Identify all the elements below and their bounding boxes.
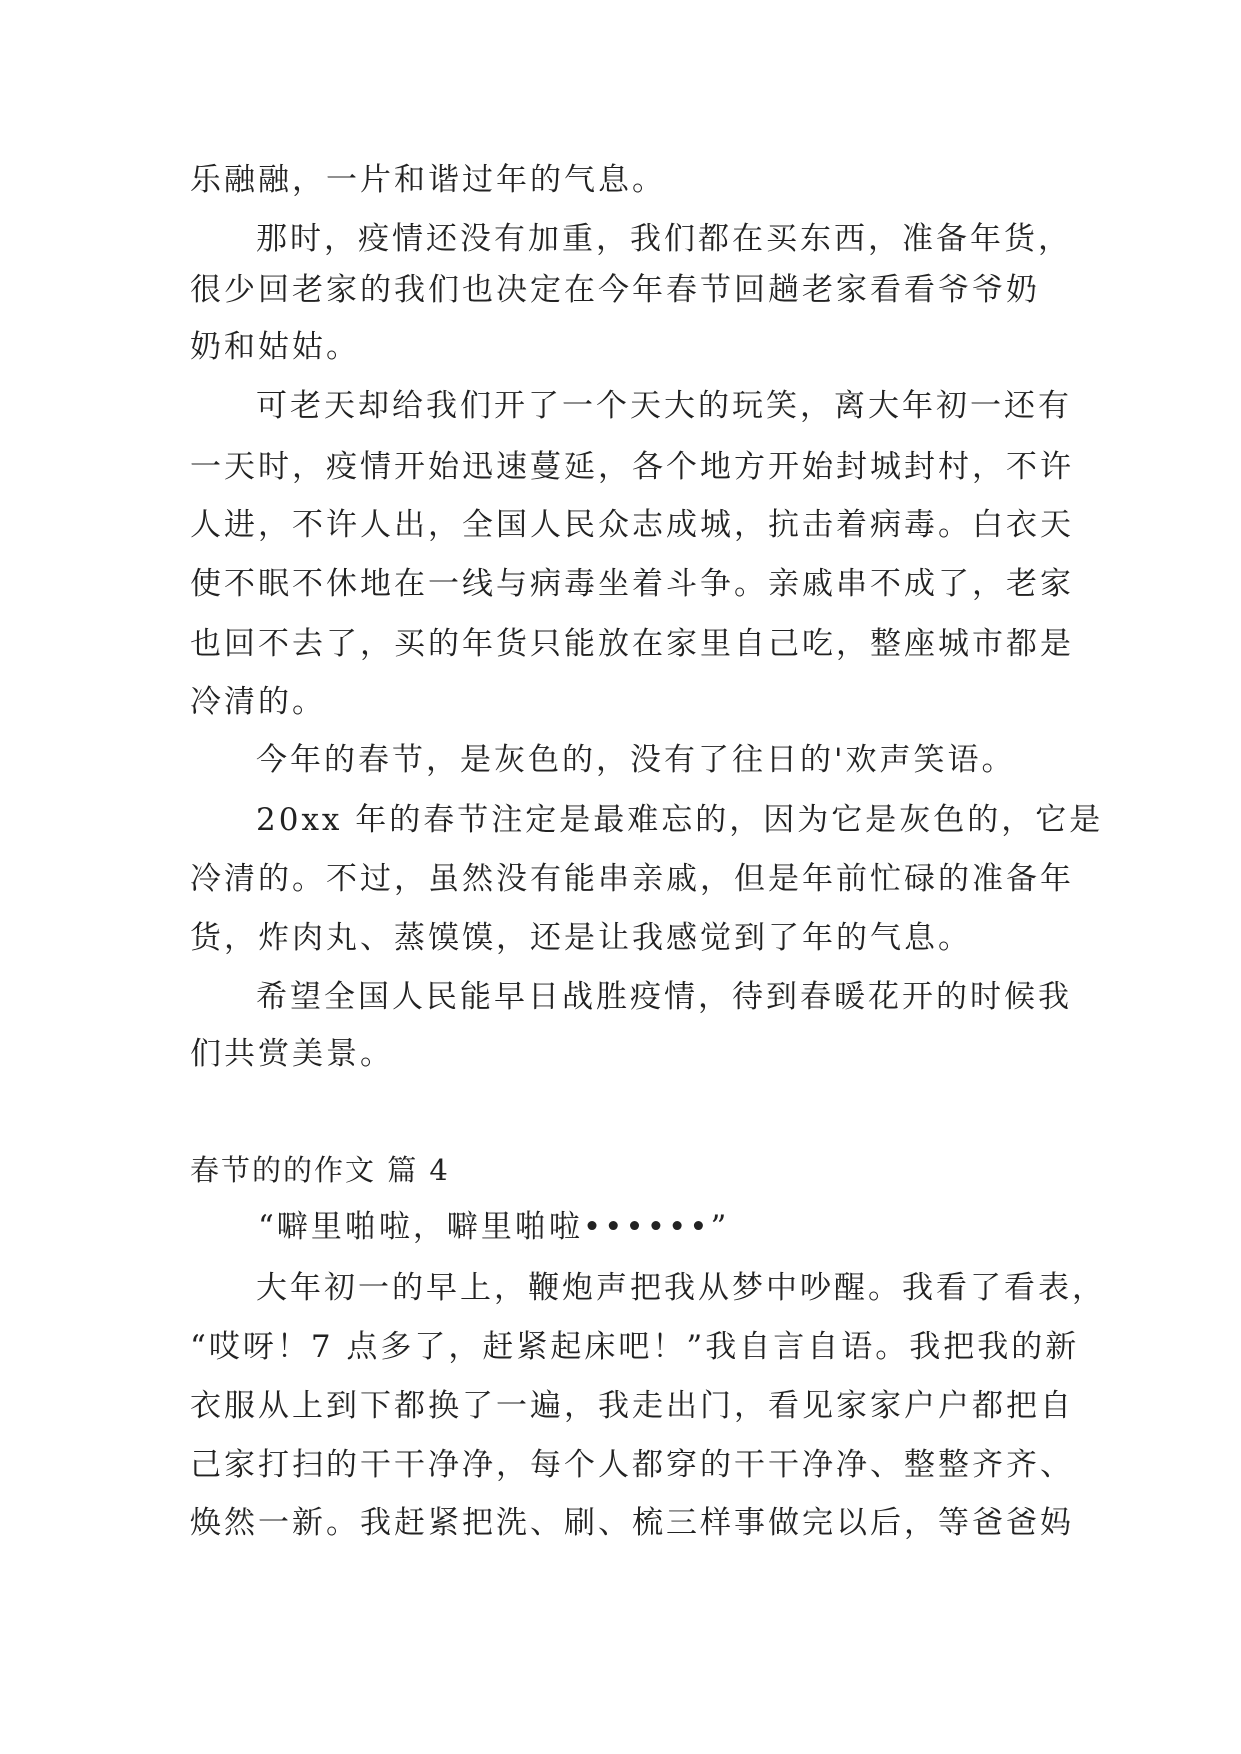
paragraph-line: 也回不去了，买的年货只能放在家里自己吃，整座城市都是: [190, 626, 1074, 662]
paragraph-line: 很少回老家的我们也决定在今年春节回趟老家看看爷爷奶: [190, 272, 1040, 308]
paragraph-line: “哎呀！7 点多了，赶紧起床吧！”我自言自语。我把我的新: [190, 1329, 1080, 1365]
paragraph-line: 人进，不许人出，全国人民众志成城，抗击着病毒。白衣天: [190, 507, 1074, 543]
paragraph-line: 冷清的。不过，虽然没有能串亲戚，但是年前忙碌的准备年: [190, 861, 1074, 897]
paragraph-line: 衣服从上到下都换了一遍，我走出门，看见家家户户都把自: [190, 1388, 1074, 1424]
paragraph-line: 一天时，疫情开始迅速蔓延，各个地方开始封城封村，不许: [190, 449, 1074, 485]
paragraph-line: 大年初一的早上，鞭炮声把我从梦中吵醒。我看了看表，: [256, 1270, 1106, 1306]
paragraph-line: 焕然一新。我赶紧把洗、刷、梳三样事做完以后，等爸爸妈: [190, 1505, 1074, 1541]
paragraph-line: 可老天却给我们开了一个天大的玩笑，离大年初一还有: [256, 388, 1072, 424]
paragraph-line: 冷清的。: [190, 684, 326, 720]
paragraph-line: 20xx 年的春节注定是最难忘的，因为它是灰色的，它是: [256, 802, 1104, 838]
section-heading: 春节的的作文 篇 4: [190, 1153, 450, 1187]
paragraph-line: 那时，疫情还没有加重，我们都在买东西，准备年货，: [256, 221, 1072, 257]
paragraph-line: “噼里啪啦，噼里啪啦••••••”: [258, 1209, 730, 1245]
paragraph-line: 货，炸肉丸、蒸馍馍，还是让我感觉到了年的气息。: [190, 920, 972, 956]
paragraph-line: 希望全国人民能早日战胜疫情，待到春暖花开的时候我: [256, 979, 1072, 1015]
paragraph-line: 们共赏美景。: [190, 1036, 394, 1072]
paragraph-line: 奶和姑姑。: [190, 329, 360, 365]
paragraph-line: 使不眠不休地在一线与病毒坐着斗争。亲戚串不成了，老家: [190, 566, 1074, 602]
paragraph-line: 乐融融，一片和谐过年的气息。: [190, 162, 666, 198]
paragraph-line: 今年的春节，是灰色的，没有了往日的'欢声笑语。: [256, 742, 1016, 778]
paragraph-line: 己家打扫的干干净净，每个人都穿的干干净净、整整齐齐、: [190, 1447, 1074, 1483]
